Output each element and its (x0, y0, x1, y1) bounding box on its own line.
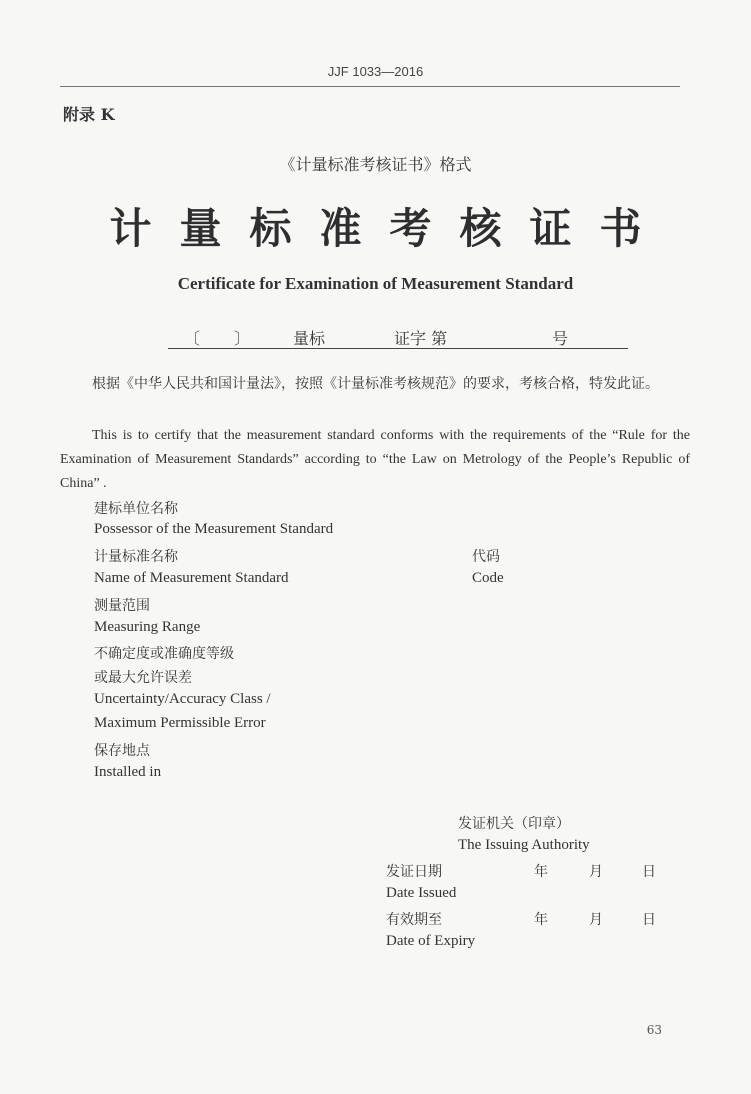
range-label-cn: 测量范围 (94, 598, 150, 614)
standard-name-label-en: Name of Measurement Standard (94, 570, 289, 586)
issuing-authority-cn: 发证机关（印章） (458, 816, 570, 832)
uncertainty-label-en-1: Uncertainty/Accuracy Class / (94, 691, 271, 707)
expiry-month: 月 (589, 912, 603, 928)
uncertainty-label-cn-1: 不确定度或准确度等级 (94, 646, 234, 662)
standard-code-header: JJF 1033—2016 (327, 64, 424, 79)
code-label-cn: 代码 (472, 549, 500, 565)
certificate-number-line (168, 324, 628, 349)
bracket-close: 〕 (234, 329, 251, 348)
uncertainty-label-en-2: Maximum Permissible Error (94, 715, 266, 731)
date-issued-label-en: Date Issued (386, 885, 457, 901)
certificate-title: 计量标准考核证书 (109, 204, 670, 253)
bracket-open: 〔 (184, 329, 201, 348)
expiry-label-cn: 有效期至 (386, 912, 442, 928)
date-issued-year: 年 (534, 864, 548, 880)
cert-number-part3: 号 (552, 329, 569, 348)
intro-chinese: 根据《中华人民共和国计量法》，按照《计量标准考核规范》的要求，考核合格，特发此证。 (92, 376, 659, 392)
expiry-label-en: Date of Expiry (386, 933, 476, 949)
format-title: 《计量标准考核证书》格式 (279, 155, 472, 174)
possessor-label-en: Possessor of the Measurement Standard (94, 521, 334, 537)
date-issued-label-cn: 发证日期 (386, 864, 442, 880)
possessor-label-cn: 建标单位名称 (94, 501, 178, 517)
cert-number-part2: 证字 第 (394, 329, 448, 348)
range-label-en: Measuring Range (94, 619, 201, 635)
expiry-year: 年 (534, 912, 548, 928)
standard-name-label-cn: 计量标准名称 (94, 549, 178, 565)
intro-english: This is to certify that the measurement standard conforms with the requirements of the “Rule for the Examination of Measurement Standards” according to “the Law on Metrology of the People’s Republic of China” . (60, 428, 690, 491)
date-issued-day: 日 (642, 864, 656, 880)
header-divider (60, 86, 680, 87)
appendix-label: 附录 K (63, 105, 115, 124)
certificate-title-english: Certificate for Examination of Measurement Standard (177, 274, 574, 293)
cert-number-part1: 量标 (293, 329, 326, 348)
location-label-cn: 保存地点 (94, 743, 150, 759)
date-issued-month: 月 (589, 864, 603, 880)
expiry-day: 日 (642, 912, 656, 928)
uncertainty-label-cn-2: 或最大允许误差 (94, 670, 192, 686)
issuing-authority-en: The Issuing Authority (458, 837, 590, 853)
location-label-en: Installed in (94, 764, 162, 780)
code-label-en: Code (472, 570, 504, 586)
page-number: 63 (646, 1023, 662, 1037)
